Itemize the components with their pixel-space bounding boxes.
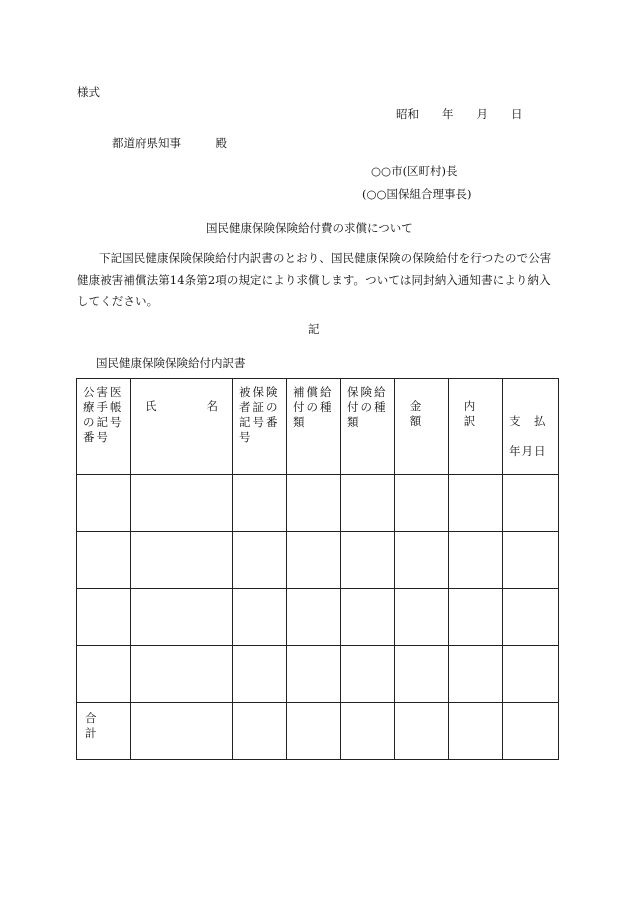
- table-cell[interactable]: [131, 703, 233, 760]
- total-row: [77, 703, 559, 760]
- date-line: 昭和 年 月 日: [396, 107, 523, 121]
- table-cell[interactable]: [341, 589, 395, 646]
- table-cell[interactable]: [449, 475, 503, 532]
- table-cell[interactable]: [395, 646, 449, 703]
- table-cell[interactable]: [287, 532, 341, 589]
- table-cell[interactable]: [77, 532, 131, 589]
- table-cell[interactable]: [449, 703, 503, 760]
- table-cell[interactable]: [77, 589, 131, 646]
- table-cell[interactable]: [449, 646, 503, 703]
- table-cell[interactable]: [341, 703, 395, 760]
- header-payment-line2: 年月日: [509, 444, 547, 458]
- table-cell[interactable]: [287, 589, 341, 646]
- table-row: [77, 475, 559, 532]
- table-cell[interactable]: [503, 589, 559, 646]
- issuer-alt: (○○国保組合理事長): [362, 187, 472, 201]
- table-cell[interactable]: [131, 532, 233, 589]
- table-cell[interactable]: [233, 589, 287, 646]
- total-label: 合計: [85, 711, 115, 740]
- table-cell[interactable]: [503, 646, 559, 703]
- form-label: 様式: [77, 85, 100, 99]
- table-title: 国民健康保険保険給付内訳書: [96, 356, 246, 370]
- header-cell-benefit-type: 保険給 付の種 類: [341, 379, 395, 475]
- ki-marker: 記: [308, 322, 320, 336]
- header-cell-insured-number: 被保険 者証の 記号番 号: [233, 379, 287, 475]
- table-row: [77, 532, 559, 589]
- header-cell-name: [131, 379, 233, 475]
- table-cell[interactable]: [287, 646, 341, 703]
- document-title: 国民健康保険保険給付費の求償について: [206, 221, 413, 235]
- table-cell[interactable]: [503, 703, 559, 760]
- addressee: 都道府県知事 殿: [112, 136, 227, 150]
- header-payment-line1: 支 払: [509, 414, 547, 428]
- table-cell[interactable]: [233, 646, 287, 703]
- table-cell[interactable]: [131, 475, 233, 532]
- table-cell[interactable]: [395, 703, 449, 760]
- header-name-family: 氏: [145, 399, 157, 413]
- table-cell[interactable]: [449, 532, 503, 589]
- table-cell[interactable]: [341, 475, 395, 532]
- total-label-cell: [77, 703, 131, 760]
- table-cell[interactable]: [233, 703, 287, 760]
- header-cell-compensation-type: 補償給 付の種 類: [287, 379, 341, 475]
- table-cell[interactable]: [503, 475, 559, 532]
- table-cell[interactable]: [287, 475, 341, 532]
- table-row: [77, 589, 559, 646]
- table-cell[interactable]: [503, 532, 559, 589]
- table-cell[interactable]: [341, 646, 395, 703]
- table-cell[interactable]: [233, 532, 287, 589]
- issuer: ○○市(区町村)長: [371, 164, 458, 178]
- body-paragraph: 下記国民健康保険保険給付内訳書のとおり、国民健康保険の保険給付を行つたので公害健康被害補償法第14条第2項の規定により求償します。ついては同封納入通知書により納入してください。: [77, 251, 552, 308]
- table-cell[interactable]: [449, 589, 503, 646]
- header-cell-payment-date: [503, 379, 559, 475]
- table-cell[interactable]: [395, 589, 449, 646]
- table-cell[interactable]: [77, 475, 131, 532]
- table-cell[interactable]: [233, 475, 287, 532]
- table-cell[interactable]: [77, 646, 131, 703]
- table-cell[interactable]: [341, 532, 395, 589]
- table-cell[interactable]: [395, 532, 449, 589]
- table-cell[interactable]: [395, 475, 449, 532]
- table-cell[interactable]: [131, 646, 233, 703]
- header-name-given: 名: [206, 399, 218, 413]
- header-row: [77, 379, 559, 475]
- table-row: [77, 646, 559, 703]
- breakdown-table: [76, 378, 559, 760]
- header-cell-breakdown: 内訳: [449, 379, 503, 475]
- table-cell[interactable]: [131, 589, 233, 646]
- header-cell-amount: 金額: [395, 379, 449, 475]
- table-cell[interactable]: [287, 703, 341, 760]
- header-cell-techo-number: 公害医 療手帳 の記号 番号: [77, 379, 131, 475]
